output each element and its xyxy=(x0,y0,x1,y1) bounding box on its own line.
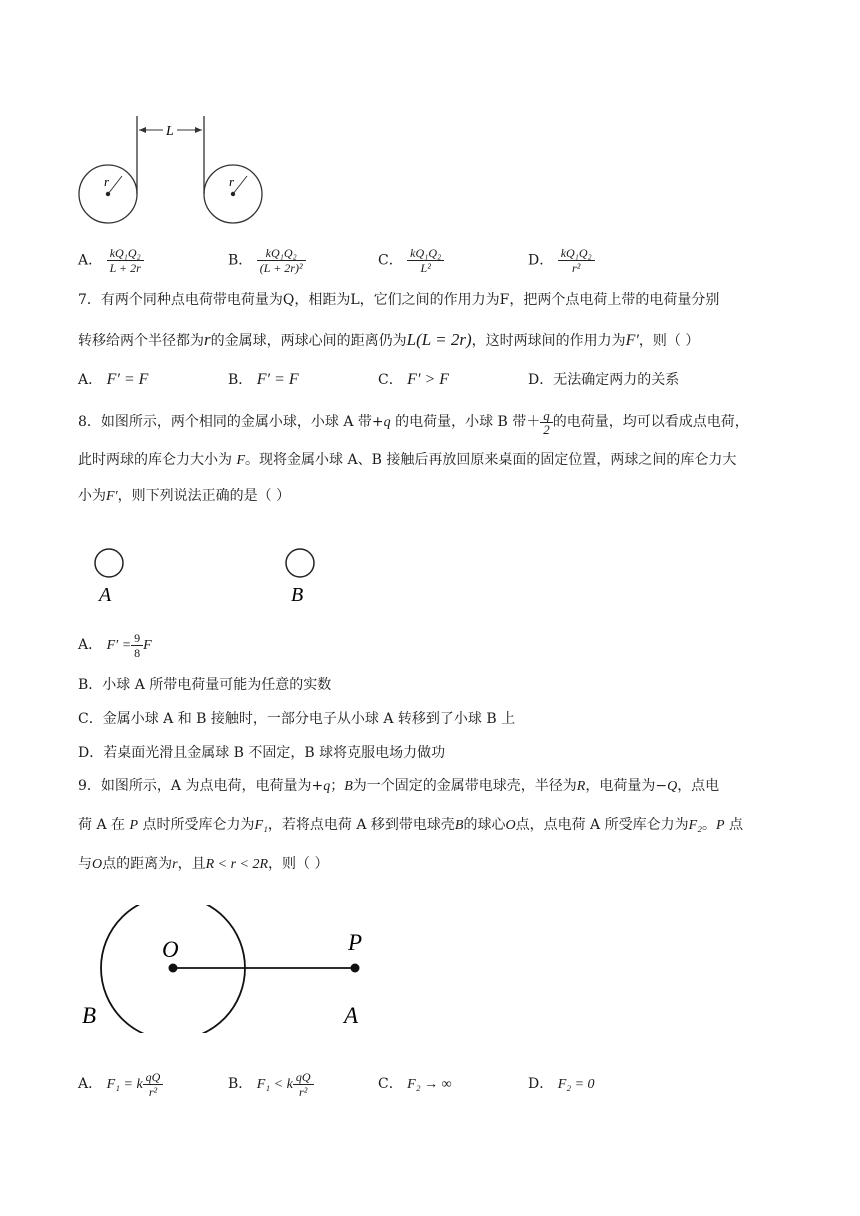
q9-option-c[interactable]: C． F₂ → ∞ xyxy=(378,1076,452,1092)
ball-b xyxy=(286,549,314,577)
q6-figure xyxy=(74,116,270,228)
q8-option-d[interactable]: D．若桌面光滑且金属球 B 不固定，B 球将克服电场力做功 xyxy=(78,745,446,761)
label-o: O xyxy=(162,937,179,962)
q8-line1: 8．如图所示，两个相同的金属小球，小球 A 带+q 的电荷量，小球 B 带＋ $\frac{q}{2}$ 的电荷量，均可以看成点电荷， xyxy=(78,407,749,437)
q9-option-d[interactable]: D． F₂ = 0 xyxy=(528,1076,595,1092)
q9-line2: 荷 A 在 P 点时所受库仑力为F₁，若将点电荷 A 移到带电球壳B的球心O点，点电荷 A 所受库仑力为F₂。P 点 xyxy=(78,817,744,833)
label-ball-b: B xyxy=(291,584,304,606)
label-b: B xyxy=(82,1003,97,1028)
q8-option-c[interactable]: C．金属小球 A 和 B 接触时，一部分电子从小球 A 转移到了小球 B 上 xyxy=(78,711,516,727)
q6-option-c[interactable]: C． $\frac{\text{kQ₁Q₂}}{\text{L²}}$ xyxy=(378,246,444,275)
q7-option-c[interactable]: C． F′ > F xyxy=(378,371,450,388)
label-ball-a: A xyxy=(99,584,112,606)
point-o xyxy=(169,964,178,973)
q9-line3: 与O点的距离为r，且R < r < 2R，则（ ） xyxy=(78,856,329,872)
q6-option-a-fraction: $\frac{\text{kQ₁Q₂}}{L + 2r}$ xyxy=(107,246,144,275)
q8-line2: 此时两球的库仑力大小为 F。现将金属小球 A、B 接触后再放回原来桌面的固定位置，两球之间的库仑力大 xyxy=(78,452,737,468)
q7-option-a[interactable]: A． F′ = F xyxy=(78,371,149,388)
q6-option-b-fraction: $\frac{\text{kQ₁Q₂}}{\text{(L + 2r)²}}$ xyxy=(257,246,306,275)
label-p: P xyxy=(348,930,363,955)
q8-line3: 小为F′，则下列说法正确的是（ ） xyxy=(78,488,291,504)
q8-option-b[interactable]: B．小球 A 所带电荷量可能为任意的实数 xyxy=(78,677,332,693)
q6-option-c-fraction: $\frac{\text{kQ₁Q₂}}{\text{L²}}$ xyxy=(407,246,444,275)
q9-line1: 9．如图所示，A 为点电荷，电荷量为+q；B为一个固定的金属带电球壳，半径为R，电荷量为−Q，点电 xyxy=(78,778,720,794)
q8-option-a[interactable]: A． F′ = $\frac{9}{8}$ F xyxy=(78,630,152,660)
q7-option-d[interactable]: D．无法确定两力的关系 xyxy=(528,372,680,388)
label-r-right: r xyxy=(229,174,235,189)
q9-option-b[interactable]: B． F₁ < k $\frac{qQ}{\text{r²}}$ xyxy=(228,1068,314,1101)
point-p xyxy=(351,964,360,973)
q6-option-b[interactable]: B． $\frac{\text{kQ₁Q₂}}{\text{(L + 2r)²}}$ xyxy=(228,246,306,275)
ball-a xyxy=(95,549,123,577)
q6-option-a[interactable]: A． $\frac{\text{kQ₁Q₂}}{L + 2r}$ xyxy=(78,246,144,275)
q6-option-d[interactable]: D． $\frac{\text{kQ₁Q₂}}{\text{r²}}$ xyxy=(528,246,595,275)
q7-line1: 7．有两个同种点电荷带电荷量为Q，相距为L，它们之间的作用力为F，把两个点电荷上带的电荷量分别 xyxy=(78,292,720,308)
arrowhead-right xyxy=(195,127,202,133)
q9-figure xyxy=(76,905,376,1033)
q7-option-b[interactable]: B． F′ = F xyxy=(228,371,299,388)
label-a: A xyxy=(344,1003,359,1028)
label-L: L xyxy=(166,124,174,139)
q9-option-a[interactable]: A． F₁ = k $\frac{qQ}{\text{r²}}$ xyxy=(78,1068,163,1101)
q7-line2: 转移给两个半径都为r的金属球，两球心间的距离仍为L(L = 2r)，这时两球间的作用力为F′，则（ ） xyxy=(78,330,700,349)
q6-option-d-fraction: $\frac{\text{kQ₁Q₂}}{\text{r²}}$ xyxy=(558,246,595,275)
arrowhead-left xyxy=(139,127,146,133)
label-r-left: r xyxy=(104,174,110,189)
q8-figure xyxy=(88,545,328,607)
